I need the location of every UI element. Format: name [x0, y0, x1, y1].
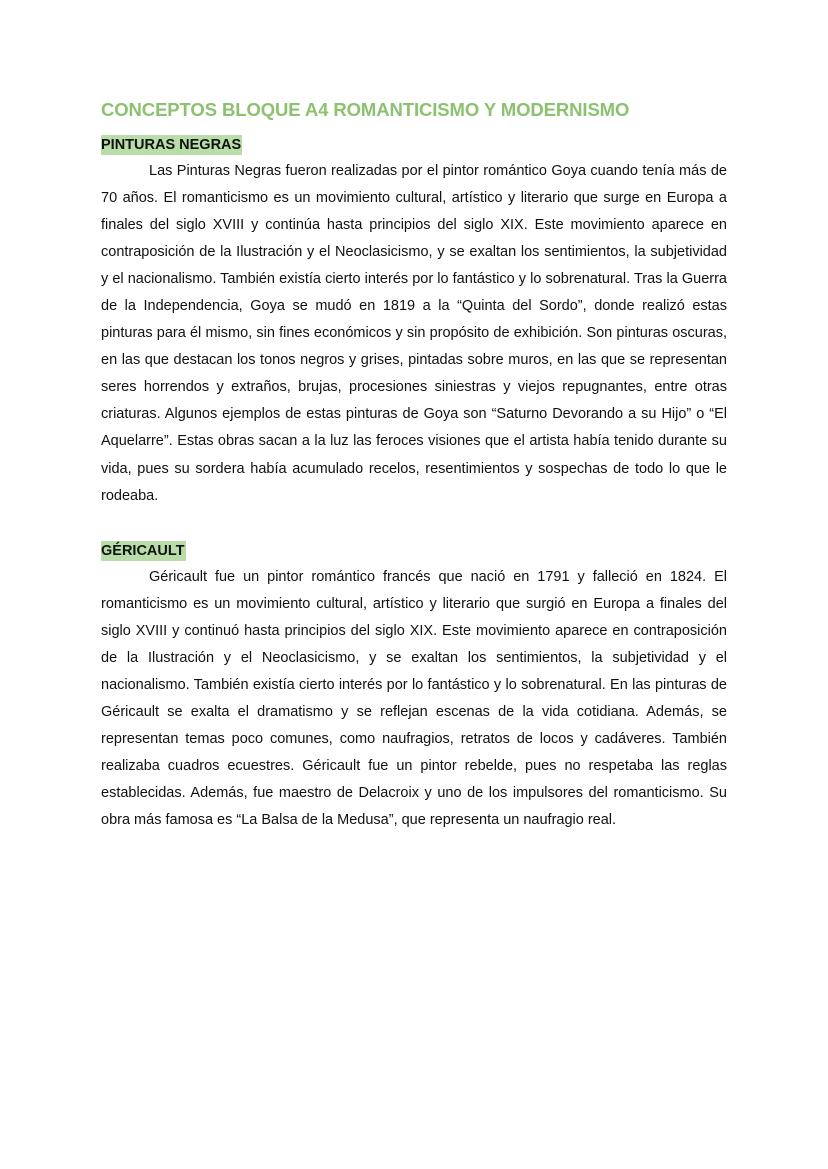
section-paragraph: Géricault fue un pintor romántico francés que nació en 1791 y falleció en 1824. El romanticismo es un movimiento cultural, artístico y literario que surgió en Europa a finales del siglo XVIII y continuó hasta principios del siglo XIX. Este movimiento aparece en contraposición de la Ilustración y el Neoclasicismo, y se exaltan los sentimientos, la subjetividad y el nacionalismo. También existía cierto interés por lo fantástico y lo sobrenatural. En las pinturas de Géricault se exalta el dramatismo y se reflejan escenas de la vida cotidiana. Además, se representan temas poco comunes, como naufragios, retratos de locos y cadáveres. También realizaba cuadros ecuestres. Géricault fue un pintor rebelde, pues no respetaba las reglas establecidas. Además, fue maestro de Delacroix y uno de los impulsores del romanticismo. Su obra más famosa es “La Balsa de la Medusa”, que representa un naufragio real. — [101, 569, 727, 829]
section-heading: GÉRICAULT — [101, 543, 185, 559]
section-heading: PINTURAS NEGRAS — [101, 137, 242, 153]
section-gericault — [101, 541, 727, 834]
section-paragraph: Las Pinturas Negras fueron realizadas por el pintor romántico Goya cuando tenía más de 70 años. El romanticismo es un movimiento cultural, artístico y literario que surge en Europa a finales del siglo XVIII y continúa hasta principios del siglo XIX. Este movimiento aparece en contraposición de la Ilustración y el Neoclasicismo, y se exaltan los sentimientos, la subjetividad y el nacionalismo. También existía cierto interés por lo fantástico y lo sobrenatural. Tras la Guerra de la Independencia, Goya se mudó en 1819 a la “Quinta del Sordo”, donde realizó estas pinturas para él mismo, sin fines económicos y sin propósito de exhibición. Son pinturas oscuras, en las que destacan los tonos negros y grises, pintadas sobre muros, en las que se representan seres horrendos y extraños, brujas, procesiones siniestras y viejos repugnantes, entre otras criaturas. Algunos ejemplos de estas pinturas de Goya son “Saturno Devorando a su Hijo” o “El Aquelarre”. Estas obras sacan a la luz las feroces visiones que el artista había tenido durante su vida, pues su sordera había acumulado recelos, resentimientos y sospechas de todo lo que le rodeaba. — [101, 163, 727, 504]
section-pinturas-negras — [101, 135, 727, 510]
document-title: CONCEPTOS BLOQUE A4 ROMANTICISMO Y MODERNISMO — [101, 99, 630, 120]
